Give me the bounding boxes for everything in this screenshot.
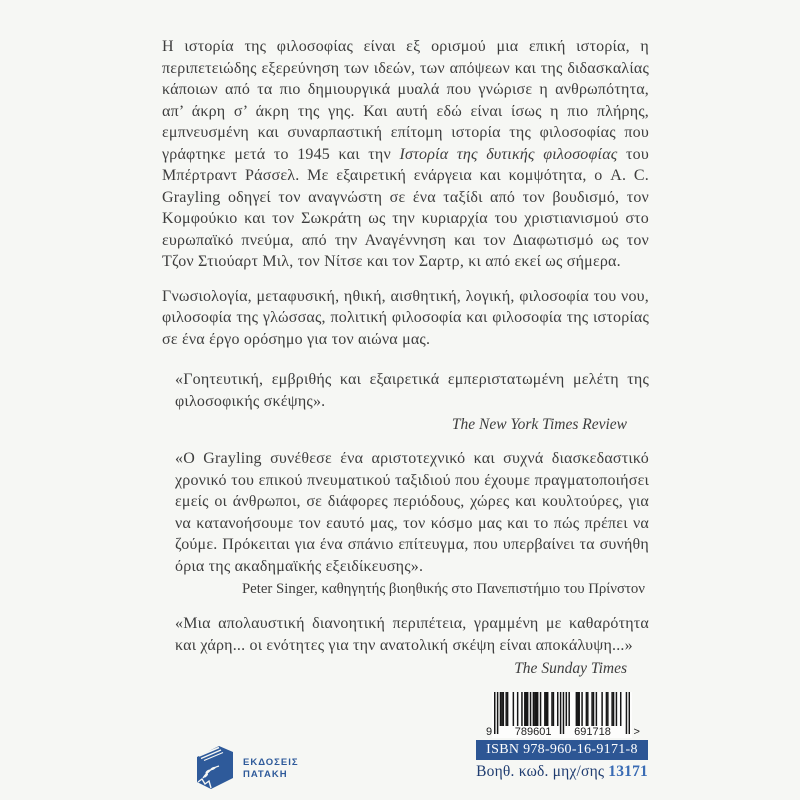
barcode-digit-group: 9 — [486, 726, 493, 738]
publisher-logo-text — [243, 757, 299, 780]
blurb-paragraph-2: Γνωσιολογία, μεταφυσική, ηθική, αισθητική, λογική, φιλοσοφία του νου, φιλοσοφία της γλώσσας, πολιτική φιλοσοφία και φιλοσοφία της ιστορίας σε ένα έργο ορόσημο για τον αιώνα μας. — [162, 287, 649, 348]
referenced-book-title: Ιστορία της δυτικής φιλοσοφίας — [399, 145, 618, 163]
ean13-barcode — [486, 692, 640, 738]
review-source: The Sunday Times — [514, 660, 627, 677]
review-quote: «Μια απολαυστική διανοητική περιπέτεια, γραμμένη με καθαρότητα και χάρη... οι ενότητες για την ανατολική σκέψη είναι αποκάλυψη...» — [175, 615, 649, 654]
review-quote: «Ο Grayling συνέθεσε ένα αριστοτεχνικό και συχνά διασκεδαστικό χρονικό του επικού πνευματικού ταξιδιού που έχουμε πραγματοποιήσει εμείς οι άνθρωποι, σε διάφορες περιόδους, χώρες και κουλτούρες, για να κατανοήσουμε τον εαυτό μας, τον κόσμο μας και το πώς πρέπει να ζούμε. Πρόκειται για ένα σπάνιο επίτευγμα, που υπερβαίνει τα συνήθη όρια της ακαδημαϊκής εξειδίκευσης». — [175, 450, 649, 575]
back-cover-text-column — [162, 36, 649, 692]
blurb-paragraph-1 — [162, 36, 649, 273]
review-singer — [162, 448, 649, 600]
review-source: Peter Singer, καθηγητής βιοηθικής στο Πανεπιστήμιο του Πρίνστον — [241, 581, 645, 597]
barcode-block — [476, 692, 648, 781]
blurb-paragraph-1-text: Η ιστορία της φιλοσοφίας είναι εξ ορισμού μια επική ιστορία, η περιπετειώδης εξερεύνηση των ιδεών, των απόψεων και της διδασκαλίας κάποιων από τα πιο δημιουργικά μυαλά που γνώρισε η ανθρωπότητα, απ’ άκρη σ’ άκρη της γης. Και αυτή εδώ είναι ίσως η πιο πλήρης, εμπνευσμένη και συναρπαστική επίτομη ιστορία της φιλοσοφίας που γράφτηκε μετά το 1945 και την — [162, 38, 649, 163]
barcode-digit-group: 789601 — [514, 726, 552, 738]
review-quote: «Γοητευτική, εμβριθής και εξαιρετικά εμπεριστατωμένη μελέτη της φιλοσοφικής σκέψης». — [175, 371, 649, 410]
review-nyt — [162, 369, 649, 435]
publisher-name-line2: ΠΑΤΑΚΗ — [243, 768, 288, 780]
review-quotes-section — [162, 369, 649, 679]
barcode-digit-group: 691718 — [574, 726, 611, 738]
review-sunday-times — [162, 613, 649, 679]
review-source: The New York Times Review — [451, 416, 627, 433]
barcode-digit-group: > — [633, 726, 640, 738]
machine-code-value: 13171 — [608, 763, 648, 780]
machine-code-line — [476, 763, 648, 781]
publisher-logo — [192, 742, 299, 795]
isbn-strip: ISBN 978-960-16-9171-8 — [476, 740, 648, 760]
machine-code-label: Βοηθ. κωδ. μηχ/σης — [476, 763, 605, 780]
blurb-paragraph-1-rest: του Μπέρτραντ Ράσσελ. Με εξαιρετική ενάργεια και κομψότητα, ο A. C. Grayling οδηγεί τον αναγνώστη σε ένα ταξίδι από τον βουδισμό, τον Κομφούκιο και τον Σωκράτη ως την κυριαρχία του χριστιανισμού στο ευρωπαϊκό πνεύμα, από την Αναγέννηση και τον Διαφωτισμό ως τον Τζον Στιούαρτ Μιλ, τον Νίτσε και τον Σαρτρ, κι από εκεί ως σήμερα. — [162, 145, 649, 270]
patakis-book-logo-icon — [192, 742, 236, 795]
publisher-name-line1: ΕΚΔΟΣΕΙΣ — [243, 757, 299, 768]
